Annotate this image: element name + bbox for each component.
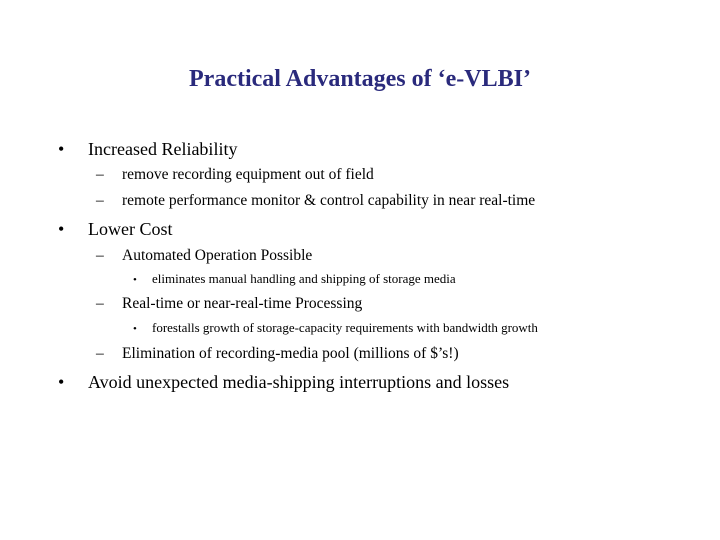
sub-sub-bullet-text: eliminates manual handling and shipping of storage media [152,271,456,286]
sub-bullet-item [96,246,312,266]
dash-icon: – [96,295,104,312]
dash-icon: – [96,192,104,209]
bullet-icon: • [58,372,65,392]
bullet-text: Avoid unexpected media-shipping interruptions and losses [88,372,510,392]
sub-bullet-text: remove recording equipment out of field [122,166,374,183]
small-bullet-icon: • [133,323,137,335]
bullet-item [58,217,173,241]
sub-sub-bullet-item [133,319,538,338]
sub-bullet-item [96,191,535,211]
sub-sub-bullet-item [133,270,456,289]
bullet-icon: • [58,219,65,239]
sub-bullet-item [96,294,362,314]
sub-bullet-text: Real-time or near-real-time Processing [122,295,363,312]
dash-icon: – [96,345,104,362]
bullet-text: Lower Cost [88,219,173,239]
sub-bullet-text: Automated Operation Possible [122,247,313,264]
dash-icon: – [96,166,104,183]
bullet-item [58,370,509,394]
sub-bullet-text: Elimination of recording-media pool (millions of $’s!) [122,345,459,362]
slide-title: Practical Advantages of ‘e-VLBI’ [189,66,531,92]
bullet-icon: • [58,139,65,159]
small-bullet-icon: • [133,274,137,286]
sub-bullet-item [96,344,459,364]
dash-icon: – [96,247,104,264]
bullet-text: Increased Reliability [88,139,238,159]
bullet-item [58,137,237,161]
sub-sub-bullet-text: forestalls growth of storage-capacity requirements with bandwidth growth [152,320,538,335]
sub-bullet-text: remote performance monitor & control capability in near real-time [122,192,536,209]
sub-bullet-item [96,165,374,185]
